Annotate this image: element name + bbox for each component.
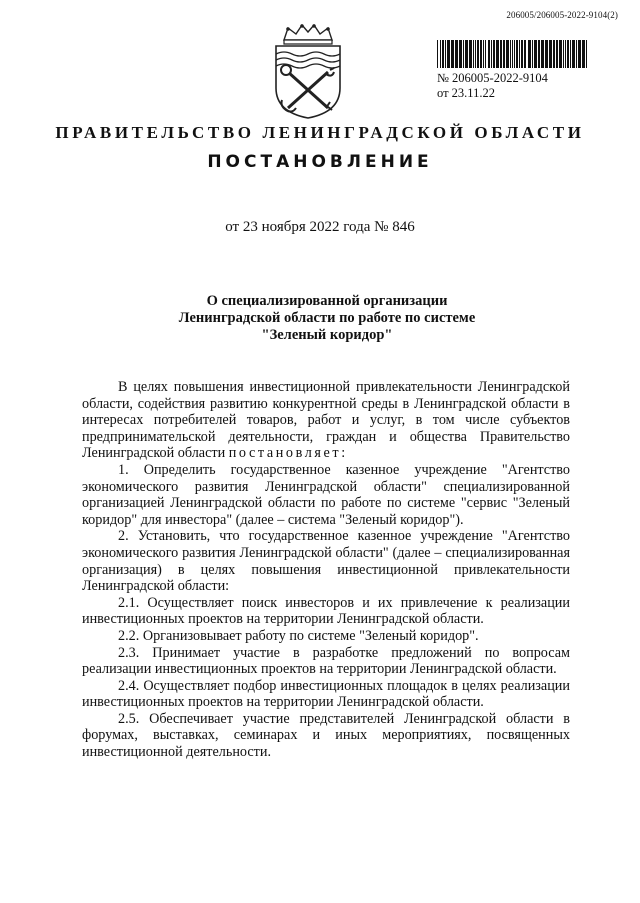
decree-date-number: от 23 ноября 2022 года № 846: [225, 219, 415, 235]
document-title: [0, 293, 640, 344]
coat-of-arms-icon: [270, 24, 346, 120]
preamble-paragraph: [82, 379, 570, 462]
paragraph-2-2: 2.2. Организовывает работу по системе "Зеленый коридор".: [118, 627, 479, 644]
document-code: 206005/206005-2022-9104(2): [506, 10, 618, 20]
barcode-icon: [437, 40, 589, 68]
paragraph-2-3: 2.3. Принимает участие в разработке предложений по вопросам реализации инвестиционных проектов на территории Ленинградской области.: [82, 644, 570, 678]
paragraph-2-5: 2.5. Обеспечивает участие представителей Ленинградской области в форумах, выставках, семинарах и иных мероприятиях, посвященных инвестиционной деятельности.: [82, 710, 570, 761]
document-type: ПОСТАНОВЛЕНИЕ: [207, 152, 433, 172]
title-line: "Зеленый коридор": [261, 327, 393, 343]
registration-number: № 206005-2022-9104: [437, 71, 548, 85]
paragraph-2-4: 2.4. Осуществляет подбор инвестиционных площадок в целях реализации инвестиционных проектов на территории Ленинградской области.: [82, 677, 570, 711]
registration-info: [437, 71, 548, 101]
issuing-authority: ПРАВИТЕЛЬСТВО ЛЕНИНГРАДСКОЙ ОБЛАСТИ: [55, 123, 585, 142]
preamble-text: В целях повышения инвестиционной привлекательности Ленинградской области, содействия развитию конкурентной среды в Ленинградской области в интересах потребителей товаров, работ и услуг, в том числе субъектов предпринимательской деятельности, граждан и общества Правительство Ленинградской области: [82, 379, 570, 462]
document-body: [82, 379, 570, 761]
paragraph-1: 1. Определить государственное казенное учреждение "Агентство экономического развития Ленинградской области" специализированной организацией Ленинградской области по работе по системе "сервис "Зеленый коридор" для инвестора" (далее – система "Зеленый коридор").: [82, 461, 570, 528]
title-line: Ленинградской области по работе по системе: [178, 310, 476, 326]
registration-date: от 23.11.22: [437, 86, 495, 100]
paragraph-2-1: 2.1. Осуществляет поиск инвесторов и их привлечение к реализации инвестиционных проектов на территории Ленинградской области.: [82, 594, 570, 628]
resolves-word: постановляет:: [228, 445, 348, 462]
title-line: О специализированной организации: [206, 293, 448, 309]
paragraph-2: 2. Установить, что государственное казенное учреждение "Агентство экономического развития Ленинградской области" (далее – специализированная организация) в целях повышения инвестиционной привлекательности Ленинградской области:: [82, 528, 570, 595]
